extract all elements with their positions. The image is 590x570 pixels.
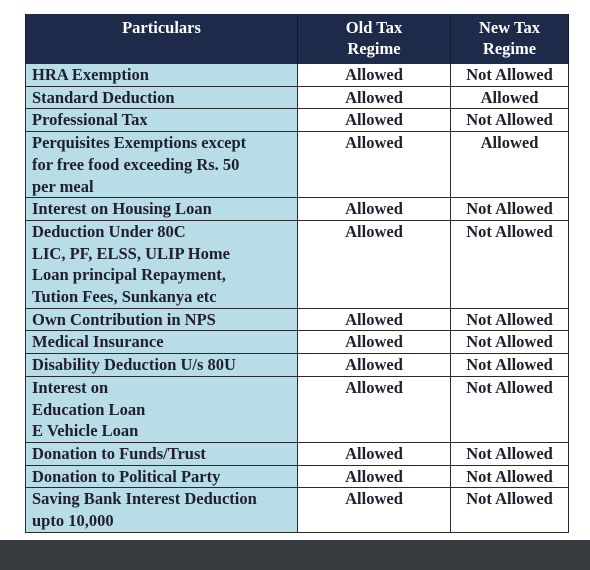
cell-old-regime: Allowed <box>298 64 451 87</box>
cell-old-regime: Allowed <box>298 442 451 465</box>
cell-new-regime: Allowed <box>451 86 569 109</box>
particular-line: Deduction Under 80C <box>32 221 186 241</box>
cell-old-regime: Allowed <box>298 488 451 532</box>
cell-particular <box>26 86 298 109</box>
cell-particular <box>26 442 298 465</box>
bottom-bar <box>0 540 590 570</box>
table-row <box>26 308 569 331</box>
table-row <box>26 132 569 198</box>
table-row <box>26 465 569 488</box>
cell-old-regime: Allowed <box>298 86 451 109</box>
cell-new-regime: Not Allowed <box>451 331 569 354</box>
header-particulars-label: Particulars <box>122 18 201 37</box>
particular-line: LIC, PF, ELSS, ULIP Home <box>32 243 230 263</box>
particular-line: Interest on <box>32 377 109 397</box>
cell-new-regime: Not Allowed <box>451 488 569 532</box>
header-old-line2: Regime <box>347 39 401 58</box>
cell-old-regime: Allowed <box>298 220 451 308</box>
particular-line: Saving Bank Interest Deduction <box>32 489 257 509</box>
cell-old-regime: Allowed <box>298 308 451 331</box>
table-row <box>26 64 569 87</box>
cell-new-regime: Allowed <box>451 132 569 198</box>
table-row <box>26 198 569 221</box>
particular-line: Education Loan <box>32 399 146 419</box>
cell-old-regime: Allowed <box>298 331 451 354</box>
tax-regime-comparison-table <box>25 14 569 533</box>
particular-line: Donation to Political Party <box>32 466 221 486</box>
header-particulars <box>26 14 298 64</box>
cell-new-regime: Not Allowed <box>451 442 569 465</box>
header-old-tax-regime <box>298 14 451 64</box>
cell-particular <box>26 354 298 377</box>
particular-line: upto 10,000 <box>32 511 114 531</box>
header-new-line2: Regime <box>482 39 537 58</box>
cell-old-regime: Allowed <box>298 376 451 442</box>
particular-line: E Vehicle Loan <box>32 421 139 441</box>
table-row <box>26 488 569 532</box>
particular-line: Interest on Housing Loan <box>32 199 212 219</box>
table-body <box>26 64 569 533</box>
cell-particular <box>26 64 298 87</box>
cell-new-regime: Not Allowed <box>451 376 569 442</box>
cell-particular <box>26 109 298 132</box>
particular-line: HRA Exemption <box>32 65 149 84</box>
cell-new-regime: Not Allowed <box>451 354 569 377</box>
particular-line: Tution Fees, Sunkanya etc <box>32 287 217 307</box>
particular-line: Disability Deduction U/s 80U <box>32 355 236 375</box>
table-row <box>26 354 569 377</box>
cell-new-regime: Not Allowed <box>451 64 569 87</box>
cell-new-regime: Not Allowed <box>451 465 569 488</box>
table-row <box>26 376 569 442</box>
cell-particular <box>26 132 298 198</box>
cell-old-regime: Allowed <box>298 132 451 198</box>
particular-line: Medical Insurance <box>32 332 164 352</box>
table-row <box>26 109 569 132</box>
table-row <box>26 331 569 354</box>
table-row <box>26 442 569 465</box>
cell-old-regime: Allowed <box>298 465 451 488</box>
cell-particular <box>26 331 298 354</box>
particular-line: Perquisites Exemptions except <box>32 133 247 153</box>
particular-line: Donation to Funds/Trust <box>32 443 206 463</box>
cell-particular <box>26 220 298 308</box>
cell-particular <box>26 488 298 532</box>
particular-line: per meal <box>32 176 94 196</box>
cell-old-regime: Allowed <box>298 198 451 221</box>
particular-line: for free food exceeding Rs. 50 <box>32 154 240 174</box>
particular-line: Standard Deduction <box>32 87 175 107</box>
cell-particular <box>26 308 298 331</box>
cell-particular <box>26 376 298 442</box>
particular-line: Professional Tax <box>32 110 148 130</box>
header-old-line1: Old Tax <box>345 18 403 37</box>
cell-old-regime: Allowed <box>298 109 451 132</box>
table-row <box>26 220 569 308</box>
header-new-tax-regime <box>451 14 569 64</box>
table-header-row <box>26 14 569 64</box>
table-row <box>26 86 569 109</box>
cell-new-regime: Not Allowed <box>451 109 569 132</box>
cell-old-regime: Allowed <box>298 354 451 377</box>
particular-line: Loan principal Repayment, <box>32 265 226 285</box>
cell-new-regime: Not Allowed <box>451 198 569 221</box>
header-new-line1: New Tax <box>479 18 540 37</box>
cell-particular <box>26 198 298 221</box>
cell-new-regime: Not Allowed <box>451 220 569 308</box>
cell-particular <box>26 465 298 488</box>
cell-new-regime: Not Allowed <box>451 308 569 331</box>
particular-line: Own Contribution in NPS <box>32 309 216 329</box>
